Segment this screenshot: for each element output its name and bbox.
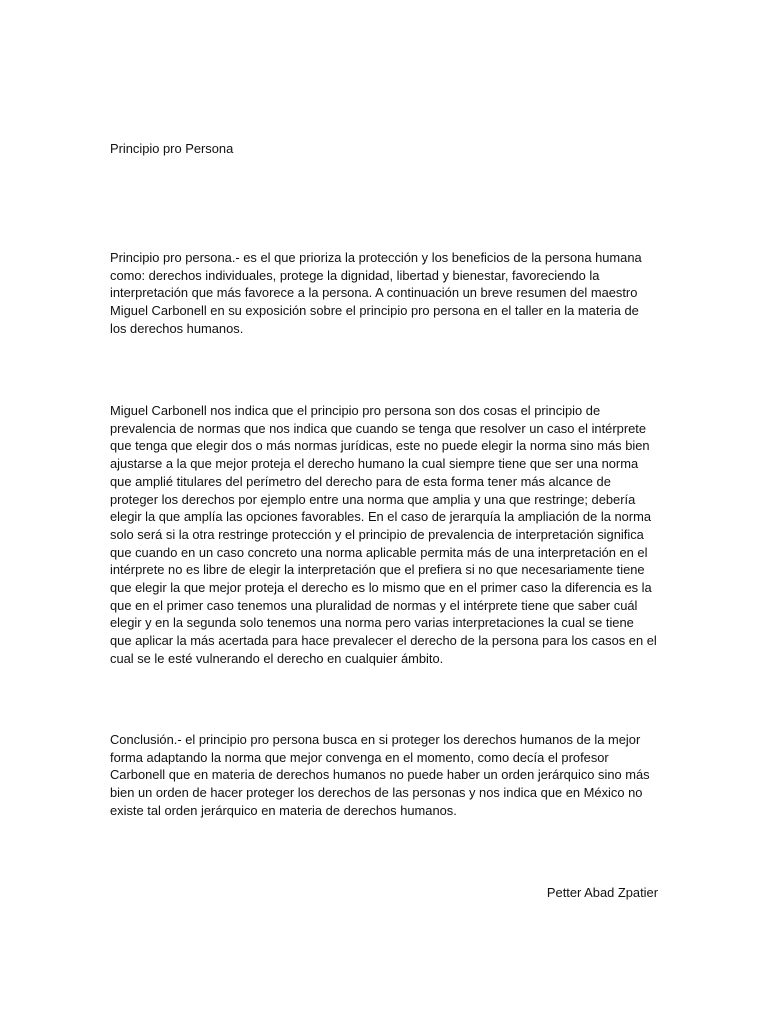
document-title: Principio pro Persona bbox=[110, 141, 234, 156]
paragraph-introduction: Principio pro persona.- es el que prioriza la protección y los beneficios de la persona humana como: derechos individuales, protege la dignidad, libertad y bienestar, favoreciendo la interpretación que más favorece a la persona. A continuación un breve resumen del maestro Miguel Carbonell en su exposición sobre el principio pro persona en el taller en la materia de los derechos humanos. bbox=[110, 250, 642, 336]
author-signature: Petter Abad Zpatier bbox=[546, 885, 658, 900]
paragraph-conclusion: Conclusión.- el principio pro persona busca en si proteger los derechos humanos de la mejor forma adaptando la norma que mejor convenga en el momento, como decía el profesor Carbonell que en materia de derechos humanos no puede haber un orden jerárquico sino más bien un orden de hacer proteger los derechos de las personas y nos indica que en México no existe tal orden jerárquico en materia de derechos humanos. bbox=[110, 732, 650, 818]
paragraph-body: Miguel Carbonell nos indica que el principio pro persona son dos cosas el principio de prevalencia de normas que nos indica que cuando se tenga que resolver un caso el intérprete que tenga que elegir dos o más normas jurídicas, este no puede elegir la norma sino más bien ajustarse a la que mejor proteja el derecho humano la cual siempre tiene que ser una norma que amplié titulares del perímetro del derecho para de esta forma tener más alcance de proteger los derechos por ejemplo entre una norma que amplia y una que restringe; debería elegir la que amplía las opciones favorables. En el caso de jerarquía la ampliación de la norma solo será si la otra restringe protección y el principio de prevalencia de interpretación significa que cuando en un caso concreto una norma aplicable permita más de una interpretación en el intérprete no es libre de elegir la interpretación que el prefiera si no que necesariamente tiene que elegir la que mejor proteja el derecho es lo mismo que en el primer caso la diferencia es la que en el primer caso tenemos una pluralidad de normas y el intérprete tiene que saber cuál elegir y en la segunda solo tenemos una norma pero varias interpretaciones la cual se tiene que aplicar la más acertada para hace prevalecer el derecho de la persona para los casos en el cual se le esté vulnerando el derecho en cualquier ámbito. bbox=[110, 403, 657, 666]
